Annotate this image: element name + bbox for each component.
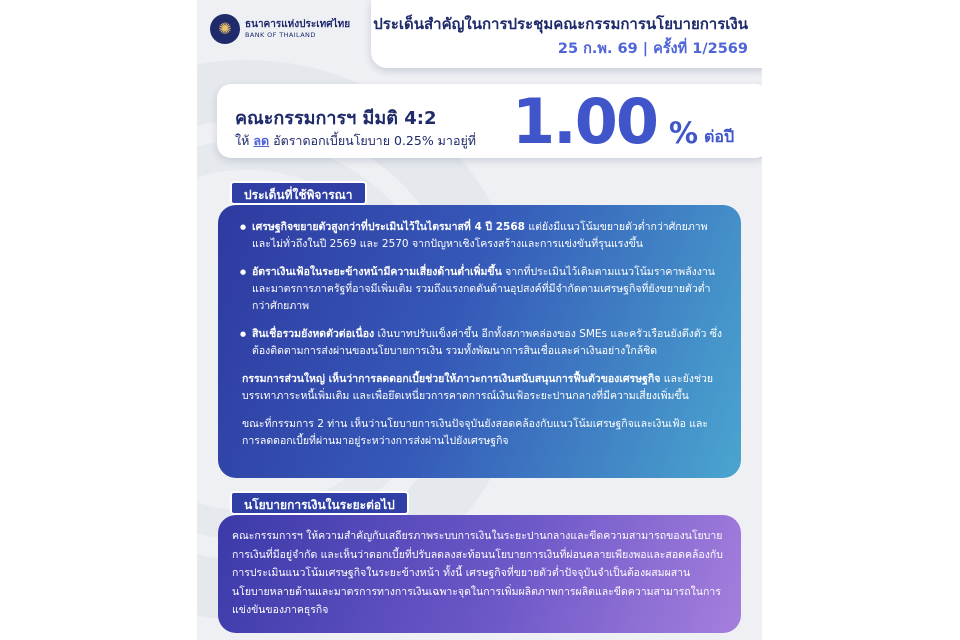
desc-suffix: อัตราดอกเบี้ยนโยบาย 0.25% มาอยู่ที่ (269, 133, 477, 148)
item-text: และยังช่วยบรรเทาภาระหนี้เพิ่มเติม และเพื่อยึดเหนี่ยวการคาดการณ์เงินเฟ้อระยะปานกลางที่มีความเสี่ยงเพิ่มขึ้น (242, 373, 714, 402)
meeting-date: 25 ก.พ. 69 | ครั้งที่ 1/2569 (557, 41, 748, 57)
logo-text (245, 18, 350, 40)
bot-logo (210, 14, 350, 44)
per-year-label: ต่อปี (704, 127, 735, 146)
logo-name-en: BANK OF THAILAND (245, 31, 316, 39)
policy-text: คณะกรรมการฯ ให้ความสำคัญกับเสถียรภาพระบบการเงินในระยะปานกลางและขีดความสามารถของนโยบายการเงินที่มีอยู่จำกัด และเห็นว่าดอกเบี้ยที่ปรับลดลงสะท้อนนโยบายการเงินที่ผ่อนคลายเพียงพอและสอดคล้องกับการประเมินแนวโน้มเศรษฐกิจในระยะข้างหน้า ทั้งนี้ เศรษฐกิจที่ขยายตัวต่ำปัจจุบันจำเป็นต้องผสมผสานนโยบายหลายด้านและมาตรการทางการเงินเฉพาะจุดในการเพิ่มผลิตภาพการผลิตและขีดความสามารถในการแข่งขันของภาคธุรกิจ (232, 530, 723, 616)
policy-box (218, 515, 741, 633)
item-text: เงินบาทปรับแข็งค่าขึ้น อีกทั้งสภาพคล่องของ SMEs และครัวเรือนยังตึงตัว ซึ่งต้องติดตามการส่งผ่านของนโยบายการเงิน รวมทั้งพัฒนาการสินเชื่อและค่าเงินอย่างใกล้ชิด (252, 328, 723, 357)
considerations-box (218, 205, 741, 478)
consideration-item (242, 219, 723, 253)
header-card (371, 0, 762, 68)
policy-heading: นโยบายการเงินในระยะต่อไป (230, 491, 409, 515)
desc-prefix: ให้ (235, 133, 254, 148)
item-text: จากที่ประเมินไว้เดิมตามแนวโน้มราคาพลังงานและมาตรการภาครัฐที่อาจมีเพิ่มเติม รวมถึงแรงกดดันด้านอุปสงค์ที่มีจำกัดตามเศรษฐกิจที่ยังขยายตัวต่ำกว่าศักยภาพ (252, 266, 715, 312)
consideration-item (242, 264, 723, 315)
consideration-item (242, 371, 723, 405)
item-bold: สินเชื่อรวมยังหดตัวต่อเนื่อง (252, 328, 375, 340)
desc-action: ลด (253, 133, 270, 148)
item-text: ขณะที่กรรมการ 2 ท่าน เห็นว่านโยบายการเงินปัจจุบันยังสอดคล้องกับแนวโน้มเศรษฐกิจและเงินเฟ้อ และการลดดอกเบี้ยที่ผ่านมาอยู่ระหว่างการส่งผ่านไปยังเศรษฐกิจ (242, 418, 709, 447)
item-bold: อัตราเงินเฟ้อในระยะข้างหน้ามีความเสี่ยงด้านต่ำเพิ่มขึ้น (252, 266, 502, 278)
consideration-item (242, 416, 723, 450)
item-bold: กรรมการส่วนใหญ่ เห็นว่าการลดดอกเบี้ยช่วยให้ภาวะการเงินสนับสนุนการฟื้นตัวของเศรษฐกิจ (242, 373, 661, 385)
infographic-poster (197, 0, 762, 640)
item-text: แต่ยังมีแนวโน้มขยายตัวต่ำกว่าศักยภาพและไม่ทั่วถึงในปี 2569 และ 2570 จากปัญหาเชิงโครงสร้างและการแข่งขันที่รุนแรงขึ้น (252, 221, 708, 250)
policy-rate-value: 1.00 (512, 85, 657, 158)
item-bold: เศรษฐกิจขยายตัวสูงกว่าที่ประเมินไว้ในไตรมาสที่ 4 ปี 2568 (252, 221, 525, 233)
rate-description (235, 131, 476, 151)
percent-sign: % (669, 116, 699, 150)
considerations-heading: ประเด็นที่ใช้พิจารณา (230, 181, 367, 205)
vote-result: คณะกรรมการฯ มีมติ 4:2 (235, 108, 437, 129)
header-title: ประเด็นสำคัญในการประชุมคณะกรรมการนโยบายการเงิน (373, 15, 748, 33)
decision-card (217, 84, 762, 158)
consideration-item (242, 326, 723, 360)
bot-emblem-icon: ✺ (210, 14, 240, 44)
logo-name-th: ธนาคารแห่งประเทศไทย (245, 19, 351, 30)
